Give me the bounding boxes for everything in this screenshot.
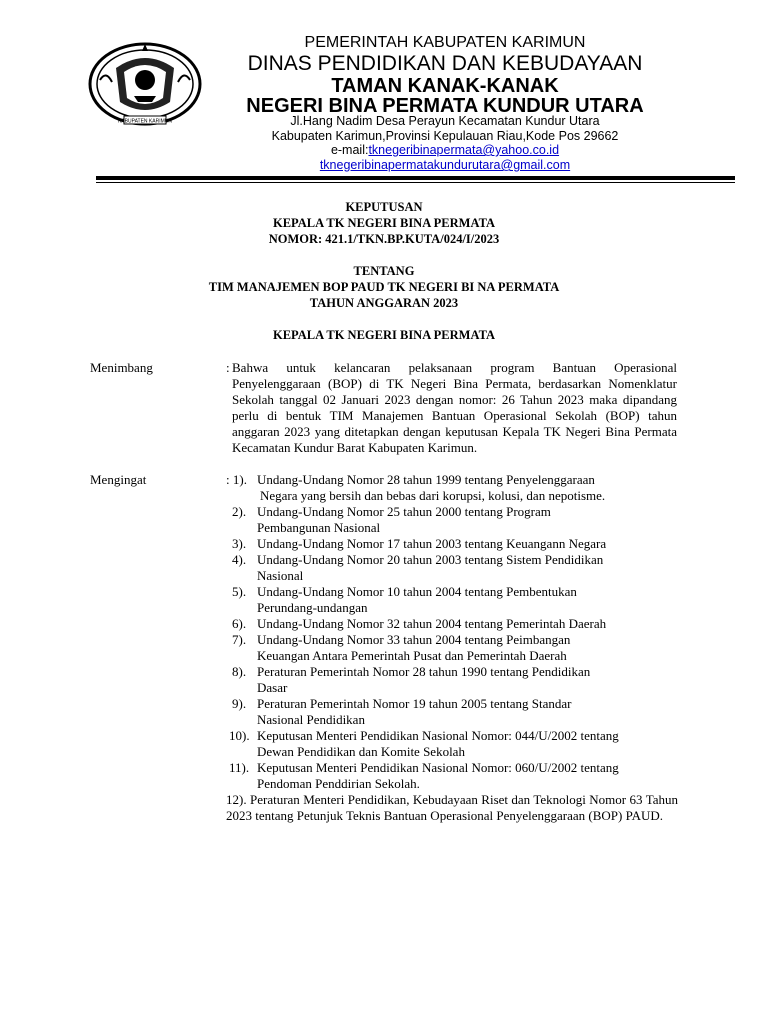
list-item-number: 4).	[232, 552, 247, 567]
mengingat-label: Mengingat	[90, 472, 147, 487]
list-item-text-continued: Keuangan Antara Pemerintah Pusat dan Pemerintah Daerah	[257, 648, 567, 663]
list-item-text-continued: Pendoman Penddirian Sekolah.	[257, 776, 420, 791]
decree-number: NOMOR: 421.1/TKN.BP.KUTA/024/I/2023	[268, 232, 500, 246]
address-line-2: Kabupaten Karimun,Provinsi Kepulauan Riau,Kode Pos 29662	[271, 129, 619, 143]
school-name-line: NEGERI BINA PERMATA KUNDUR UTARA	[246, 95, 644, 117]
decree-issuer: KEPALA TK NEGERI BINA PERMATA	[272, 216, 496, 230]
list-item-number: : 1).	[226, 472, 247, 487]
list-item-text-continued: Negara yang bersih dan bebas dari korupsi, kolusi, dan nepotisme.	[260, 488, 606, 503]
menimbang-text: Bahwa untuk kelancaran pelaksanaan program Bantuan Operasional Penyelenggaraan (BOP) di TK Negeri Bina Permata, berdasarkan Nomenklatur Sekolah tanggal 02 Januari 2023 dengan nomor: 26 Tahun 2023 maka dipandang perlu di bentuk TIM Manajemen Bantuan Operasional Sekolah (BOP) tahun anggaran 2023 yang ditetapkan dengan keputusan Kepala TK Negeri Bina Permata Kecamatan Kundur Barat Kabupaten Karimun.	[232, 360, 677, 455]
list-item-text-continued: Dasar	[257, 680, 288, 695]
list-item-number: 7).	[232, 632, 247, 647]
email-line	[205, 143, 685, 157]
subject-line-1: TIM MANAJEMEN BOP PAUD TK NEGERI BI NA PERMATA	[208, 280, 560, 294]
school-type-line: TAMAN KANAK-KANAK	[331, 75, 559, 97]
subject-line-2: TAHUN ANGGARAN 2023	[309, 296, 459, 310]
list-item-number: 10).	[229, 728, 250, 743]
list-item-number: 11).	[229, 760, 250, 775]
email-line-2	[205, 158, 685, 172]
list-item-number: 3).	[232, 536, 247, 551]
list-item-12: 12). Peraturan Menteri Pendidikan, Kebudayaan Riset dan Teknologi Nomor 63 Tahun 2023 tentang Petunjuk Teknis Bantuan Operasional Penyelenggaraan (BOP) PAUD.	[226, 792, 678, 823]
list-item-text: Peraturan Pemerintah Nomor 28 tahun 1990 tentang Pendidikan	[257, 664, 591, 679]
letterhead-rule-thick	[96, 176, 735, 180]
list-item-text: Peraturan Pemerintah Nomor 19 tahun 2005 tentang Standar	[257, 696, 572, 711]
list-item-number: 8).	[232, 664, 247, 679]
list-item-text: Keputusan Menteri Pendidikan Nasional Nomor: 044/U/2002 tentang	[257, 728, 619, 743]
list-item-number: 5).	[232, 584, 247, 599]
svg-text:KABUPATEN KARIMUN: KABUPATEN KARIMUN	[118, 118, 172, 125]
list-item-text: Undang-Undang Nomor 25 tahun 2000 tentang Program	[257, 504, 551, 519]
email-label: e-mail:	[330, 143, 369, 157]
list-item-text: Undang-Undang Nomor 20 tahun 2003 tentang Sistem Pendidikan	[257, 552, 604, 567]
list-item-text-continued: Perundang-undangan	[257, 600, 368, 615]
menimbang-colon: :	[226, 360, 230, 375]
letterhead-rule-thin	[96, 182, 735, 183]
regency-emblem-logo	[86, 40, 204, 130]
list-item-text: Undang-Undang Nomor 17 tahun 2003 tentang Keuangann Negara	[257, 536, 607, 551]
list-item-number: 9).	[232, 696, 247, 711]
list-item-text: Undang-Undang Nomor 33 tahun 2004 tentang Peimbangan	[257, 632, 571, 647]
address-line-1: Jl.Hang Nadim Desa Perayun Kecamatan Kundur Utara	[290, 114, 600, 128]
government-line: PEMERINTAH KABUPATEN KARIMUN	[304, 34, 586, 51]
list-item-text: Undang-Undang Nomor 28 tahun 1999 tentang Penyelenggaraan	[257, 472, 595, 487]
department-line: DINAS PENDIDIKAN DAN KEBUDAYAAN	[247, 52, 643, 75]
list-item-text: Undang-Undang Nomor 32 tahun 2004 tentang Pemerintah Daerah	[257, 616, 607, 631]
email-link-gmail[interactable]: tknegeribinapermatakundurutara@gmail.com	[319, 158, 571, 172]
email-link-yahoo[interactable]: tknegeribinapermata@yahoo.co.id	[368, 143, 560, 157]
issuer-heading: KEPALA TK NEGERI BINA PERMATA	[272, 328, 496, 342]
decree-title: KEPUTUSAN	[345, 200, 423, 214]
list-item-text-continued: Pembangunan Nasional	[257, 520, 381, 535]
list-item-text-continued: Nasional Pendidikan	[257, 712, 365, 727]
list-item-text: Keputusan Menteri Pendidikan Nasional Nomor: 060/U/2002 tentang	[257, 760, 619, 775]
list-item-number: 6).	[232, 616, 247, 631]
menimbang-label: Menimbang	[90, 360, 153, 375]
list-item-text-continued: Dewan Pendidikan dan Komite Sekolah	[257, 744, 465, 759]
about-heading: TENTANG	[353, 264, 415, 278]
list-item-number: 2).	[232, 504, 247, 519]
list-item-text: Undang-Undang Nomor 10 tahun 2004 tentang Pembentukan	[257, 584, 577, 599]
list-item-text-continued: Nasional	[257, 568, 304, 583]
